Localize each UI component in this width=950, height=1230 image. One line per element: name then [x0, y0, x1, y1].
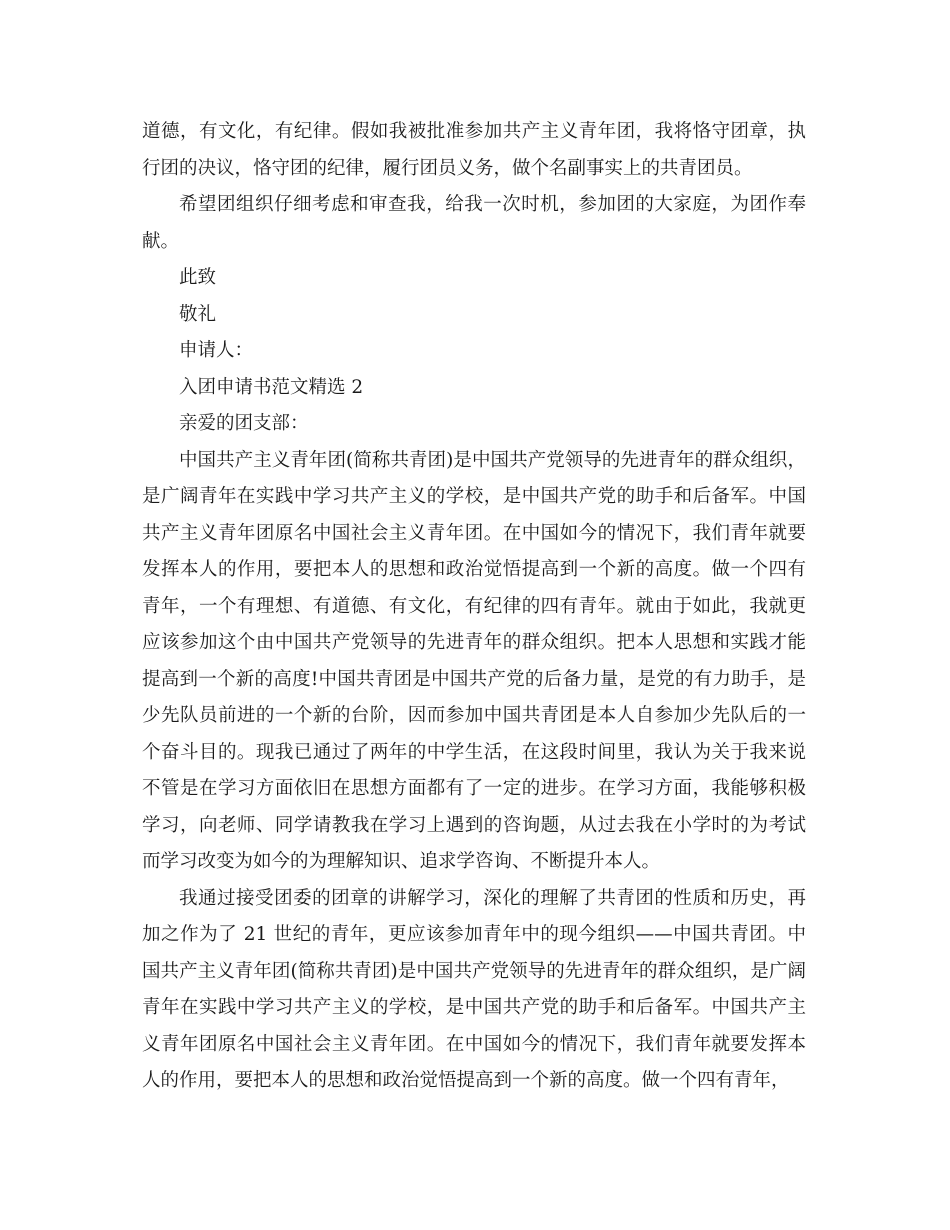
applicant-label: 申请人： — [179, 340, 254, 361]
greeting: 亲爱的团支部： — [179, 413, 309, 434]
paragraph-continuation: 道德，有文化，有纪律。假如我被批准参加共产主义青年团，我将恪守团章，执行团的决议，恪守团的纪律，履行团员义务，做个名副事实上的共青团员。 — [142, 121, 806, 179]
paragraph-body-2: 我通过接受团委的团章的讲解学习，深化的理解了共青团的性质和历史，再加之作为了 21 世纪的青年，更应该参加青年中的现今组织——中国共青团。中国共产主义青年团(简称共青团)是中国共产党领导的先进青年的群众组织，是广阔青年在实践中学习共产主义的学校，是中国共产党的助手和后备军。中国共产主义青年团原名中国社会主义青年团。在中国如今的情况下，我们青年就要发挥本人的作用，要把本人的思想和政治觉悟提高到一个新的高度。做一个四有青年， — [142, 887, 806, 1091]
closing-salutation: 此致 — [179, 267, 217, 288]
section-title: 入团申请书范文精选 2 — [179, 376, 364, 398]
document-body — [142, 114, 806, 1100]
paragraph-body-1: 中国共产主义青年团(简称共青团)是中国共产党领导的先进青年的群众组织，是广阔青年在实践中学习共产主义的学校，是中国共产党的助手和后备军。中国共产主义青年团原名中国社会主义青年团。在中国如今的情况下，我们青年就要发挥本人的作用，要把本人的思想和政治觉悟提高到一个新的高度。做一个四有青年，一个有理想、有道德、有文化，有纪律的四有青年。就由于如此，我就更应该参加这个由中国共产党领导的先进青年的群众组织。把本人思想和实践才能提高到一个新的高度!中国共青团是中国共产党的后备力量，是党的有力助手，是少先队员前进的一个新的台阶，因而参加中国共青团是本人自参加少先队后的一个奋斗目的。现我已通过了两年的中学生活，在这段时间里，我认为关于我来说不管是在学习方面依旧在思想方面都有了一定的进步。在学习方面，我能够积极学习，向老师、同学请教我在学习上遇到的咨询题，从过去我在小学时的为考试而学习改变为如今的为理解知识、追求学咨询、不断提升本人。 — [142, 449, 807, 872]
closing-regards: 敬礼 — [179, 303, 217, 325]
paragraph-hope: 希望团组织仔细考虑和审查我，给我一次时机，参加团的大家庭，为团作奉献。 — [142, 194, 806, 252]
